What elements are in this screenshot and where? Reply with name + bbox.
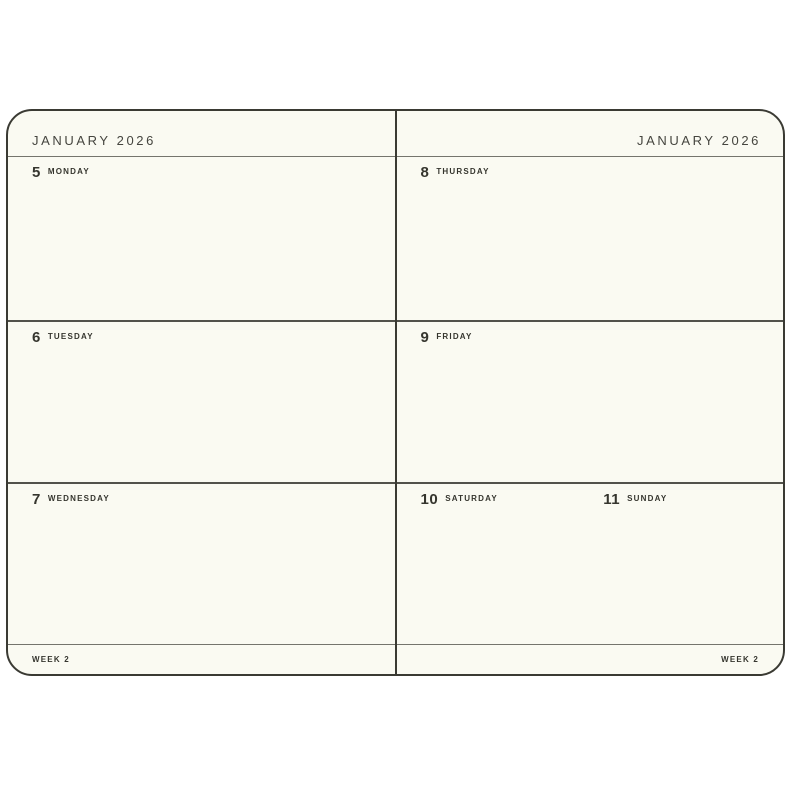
day-number: 5 [32,164,41,181]
planner-right-page [395,111,784,674]
day-row-wednesday [8,484,395,645]
weekday-label: FRIDAY [436,331,473,341]
planner-left-page [8,111,395,674]
day-row-saturday-sunday [397,484,784,645]
right-page-footer [397,645,784,674]
day-cell-tuesday [8,322,395,482]
day-cell-saturday [397,484,601,644]
month-title: JANUARY 2026 [32,133,156,148]
weekday-label: WEDNESDAY [47,493,110,503]
week-number-label: WEEK 2 [32,655,70,664]
weekday-label: THURSDAY [436,166,490,176]
day-number: 10 [420,491,439,508]
day-cell-sunday [600,484,783,644]
weekday-label: MONDAY [47,166,90,176]
day-number: 11 [603,491,621,508]
day-row-monday [8,157,395,322]
week-number-label: WEEK 2 [721,655,759,664]
weekday-label: SUNDAY [627,493,668,503]
day-cell-friday [397,322,784,482]
day-number: 8 [420,164,430,181]
right-month-header [397,111,784,157]
left-page-footer [8,645,395,674]
day-row-thursday [397,157,784,322]
day-cell-wednesday [8,484,395,644]
weekday-label: SATURDAY [445,493,498,503]
day-row-tuesday [8,322,395,484]
day-number: 9 [420,329,430,346]
day-number: 7 [32,491,41,508]
day-row-friday [397,322,784,484]
left-month-header [8,111,395,157]
day-cell-thursday [397,157,784,320]
day-cell-monday [8,157,395,320]
weekly-planner-spread [6,109,785,676]
weekday-label: TUESDAY [47,331,94,341]
day-number: 6 [32,329,41,346]
month-title: JANUARY 2026 [637,133,761,148]
